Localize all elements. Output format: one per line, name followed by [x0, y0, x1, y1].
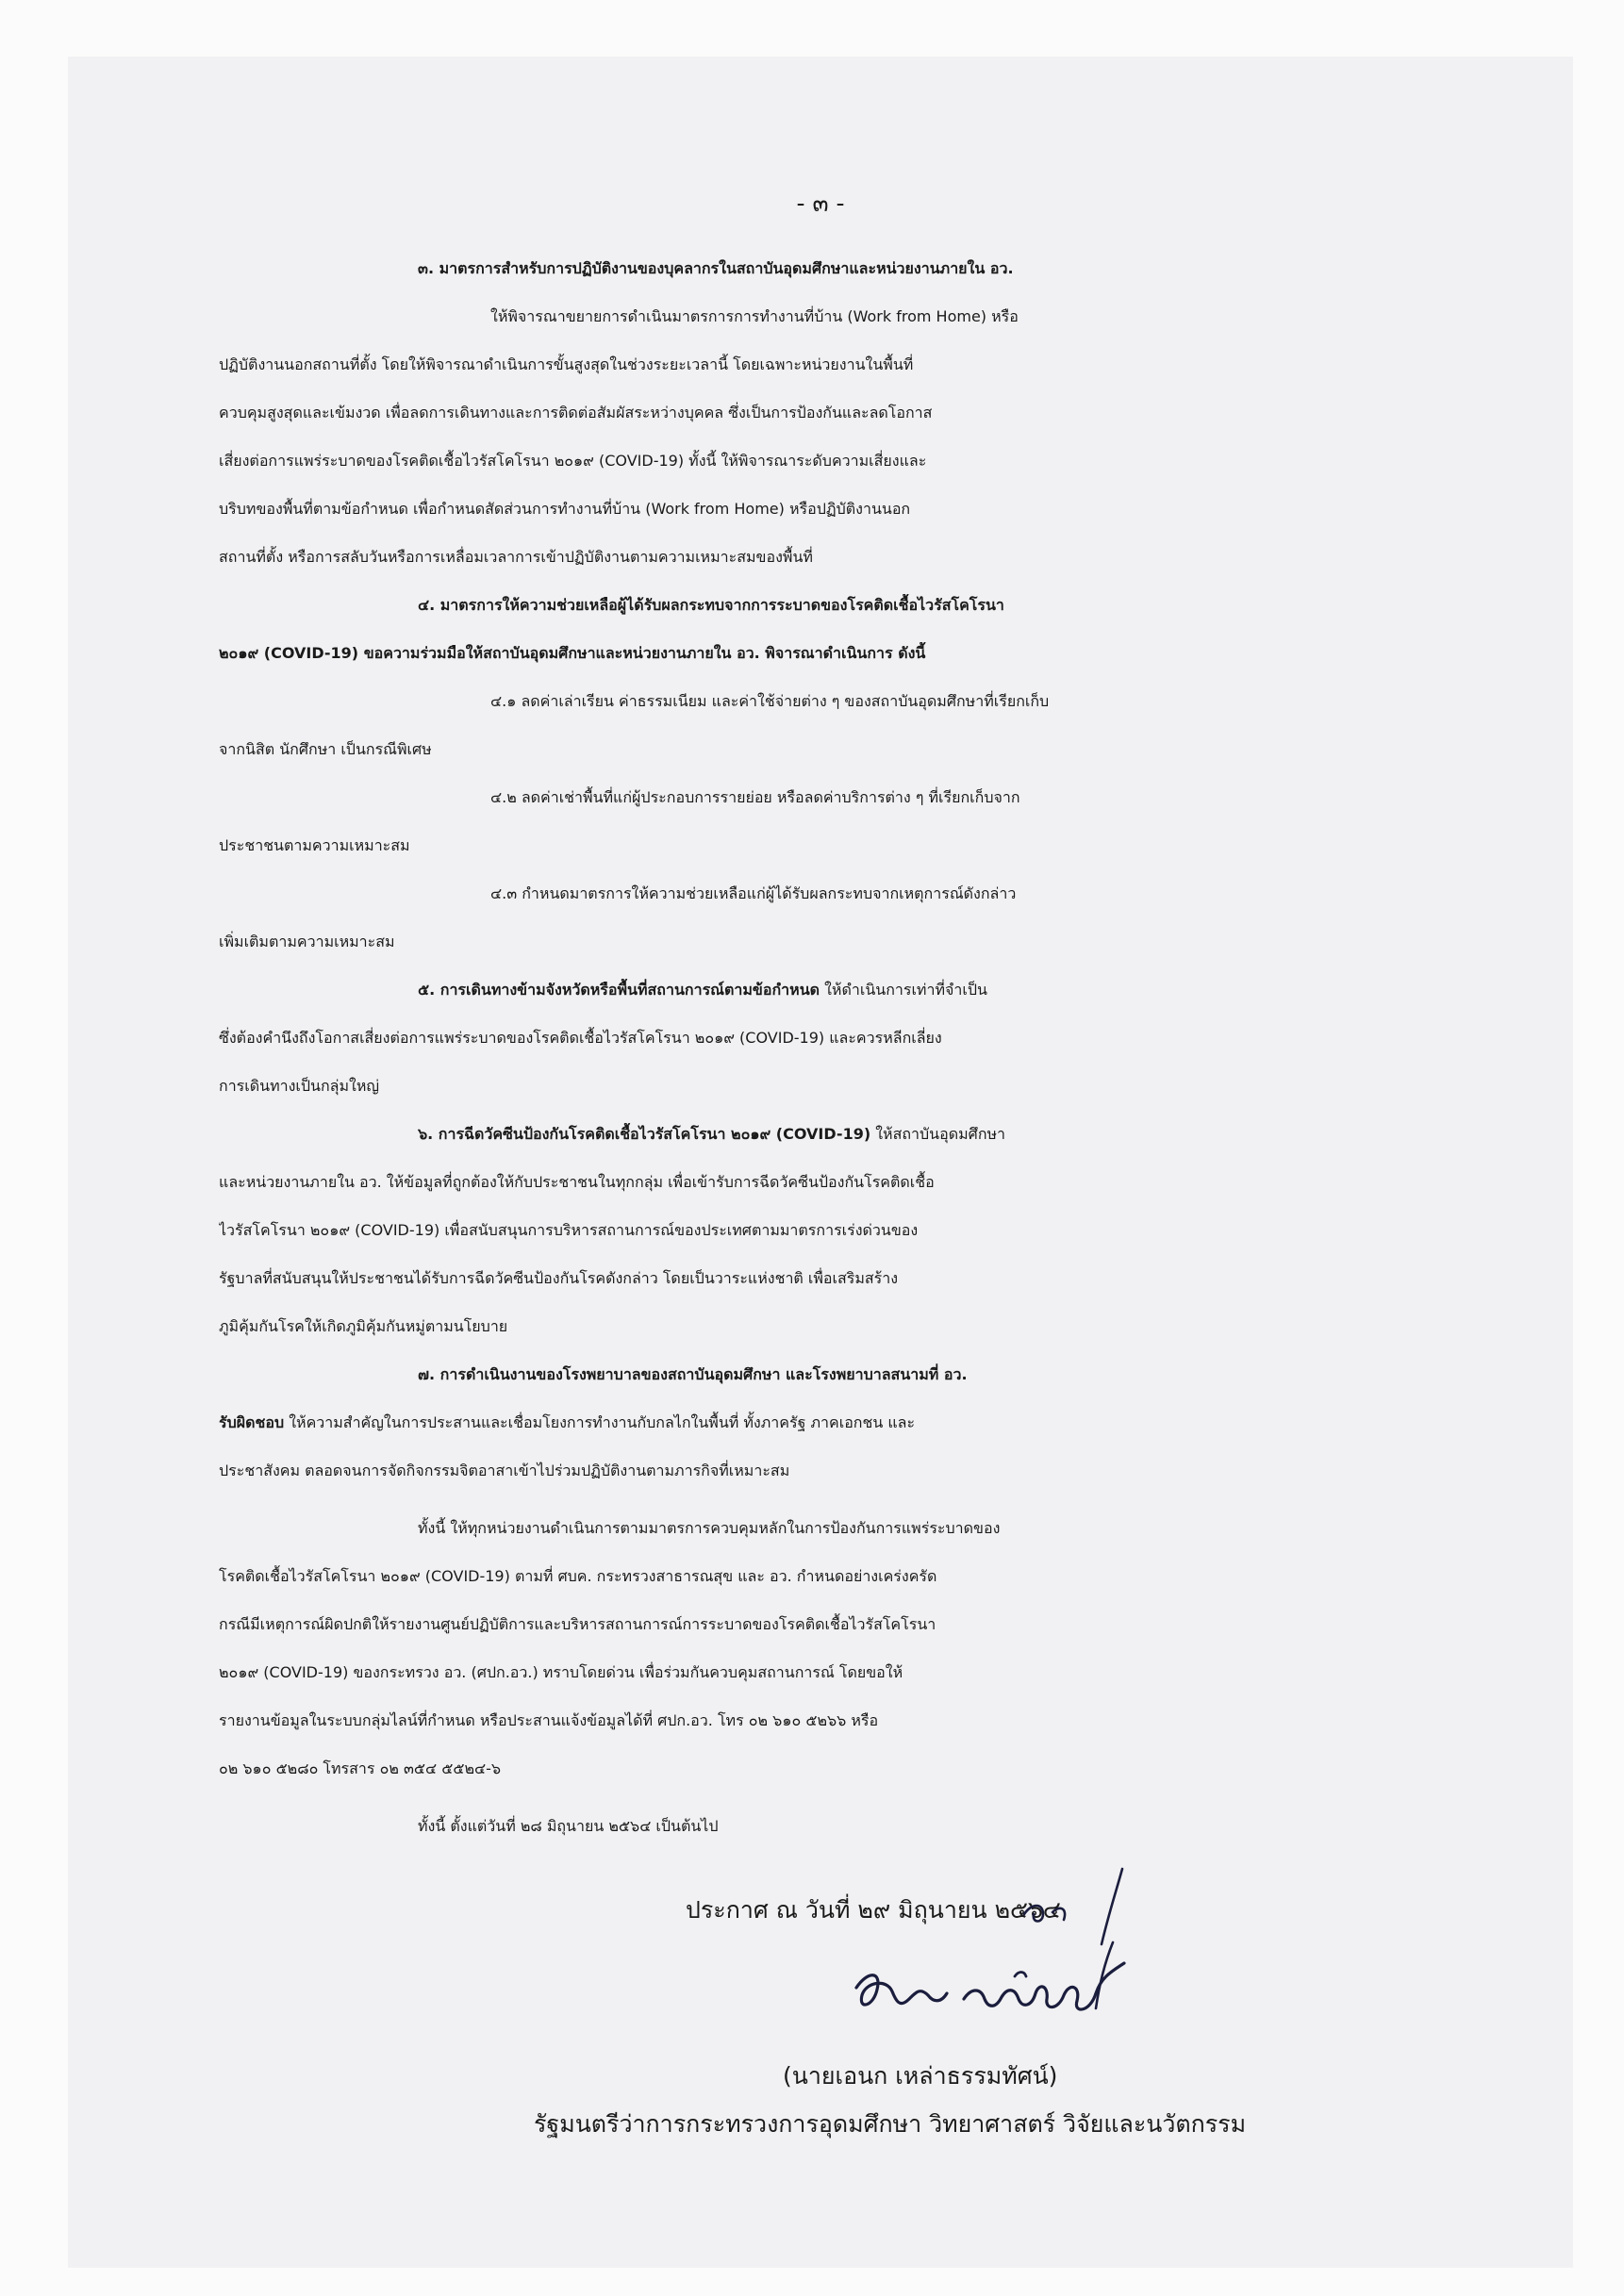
document-sheet [68, 57, 1573, 2268]
closing-line: โรคติดเชื้อไวรัสโคโรนา ๒๐๑๙ (COVID-19) ตามที่ ศบค. กระทรวงสาธารณสุข และ อว. กำหนดอย่างเคร่งครัด [219, 1567, 937, 1585]
section-6-first-line [418, 1123, 1389, 1147]
section-4-1-cont: จากนิสิต นักศึกษา เป็นกรณีพิเศษ [219, 740, 432, 758]
section-5-heading: ๕. การเดินทางข้ามจังหวัดหรือพื้นที่สถานการณ์ตามข้อกำหนด [418, 981, 820, 999]
section-5-first-line [418, 979, 1389, 1002]
signer-name: (นายเอนก เหล่าธรรมทัศน์) [783, 2062, 1058, 2090]
section-4-2-cont: ประชาชนตามความเหมาะสม [219, 836, 410, 854]
closing-line: ๒๐๑๙ (COVID-19) ของกระทรวง อว. (ศปก.อว.) ทราบโดยด่วน เพื่อร่วมกันควบคุมสถานการณ์ โดยขอให้ [219, 1663, 903, 1681]
section-7-second-rest: ให้ความสำคัญในการประสานและเชื่อมโยงการทำงานกับกลไกในพื้นที่ ทั้งภาครัฐ ภาคเอกชน และ [284, 1413, 916, 1431]
section-3-heading: ๓. มาตรการสำหรับการปฏิบัติงานของบุคลากรในสถาบันอุดมศึกษาและหน่วยงานภายใน อว. [418, 259, 1014, 277]
section-4-2: ๔.๒ ลดค่าเช่าพื้นที่แก่ผู้ประกอบการรายย่อย หรือลดค่าบริการต่าง ๆ ที่เรียกเก็บจาก [490, 788, 1020, 806]
closing-line: ทั้งนี้ ให้ทุกหน่วยงานดำเนินการตามมาตรการควบคุมหลักในการป้องกันการแพร่ระบาดของ [418, 1519, 1001, 1537]
closing-line: กรณีมีเหตุการณ์ผิดปกติให้รายงานศูนย์ปฏิบัติการและบริหารสถานการณ์การระบาดของโรคติดเชื้อไวรัสโคโรนา [219, 1615, 936, 1633]
section-6-first-rest: ให้สถาบันอุดมศึกษา [870, 1125, 1006, 1143]
section-3-line: ให้พิจารณาขยายการดำเนินมาตรการการทำงานที่บ้าน (Work from Home) หรือ [490, 307, 1019, 325]
section-6-heading: ๖. การฉีดวัคซีนป้องกันโรคติดเชื้อไวรัสโคโรนา ๒๐๑๙ (COVID-19) [418, 1125, 871, 1143]
section-3-line: ควบคุมสูงสุดและเข้มงวด เพื่อลดการเดินทางและการติดต่อสัมผัสระหว่างบุคคล ซึ่งเป็นการป้องกันและลดโอกาส [219, 404, 933, 421]
section-6-line: และหน่วยงานภายใน อว. ให้ข้อมูลที่ถูกต้องให้กับประชาชนในทุกกลุ่ม เพื่อเข้ารับการฉีดวัคซีนป้องกันโรคติดเชื้อ [219, 1173, 935, 1191]
section-7-heading: ๗. การดำเนินงานของโรงพยาบาลของสถาบันอุดมศึกษา และโรงพยาบาลสนามที่ อว. [418, 1365, 968, 1383]
effective-date: ทั้งนี้ ตั้งแต่วันที่ ๒๘ มิถุนายน ๒๕๖๔ เป็นต้นไป [418, 1817, 719, 1835]
closing-line: ๐๒ ๖๑๐ ๕๒๘๐ โทรสาร ๐๒ ๓๕๔ ๕๕๒๔-๖ [219, 1759, 502, 1777]
section-4-1: ๔.๑ ลดค่าเล่าเรียน ค่าธรรมเนียม และค่าใช้จ่ายต่าง ๆ ของสถาบันอุดมศึกษาที่เรียกเก็บ [490, 692, 1050, 710]
section-5-line: ซึ่งต้องคำนึงถึงโอกาสเสี่ยงต่อการแพร่ระบาดของโรคติดเชื้อไวรัสโคโรนา ๒๐๑๙ (COVID-19) และควรหลีกเลี่ยง [219, 1029, 942, 1047]
section-3-line: บริบทของพื้นที่ตามข้อกำหนด เพื่อกำหนดสัดส่วนการทำงานที่บ้าน (Work from Home) หรือปฏิบัติงานนอก [219, 500, 911, 518]
page-number: - ๓ - [796, 190, 845, 217]
section-6-line: รัฐบาลที่สนับสนุนให้ประชาชนได้รับการฉีดวัคซีนป้องกันโรคดังกล่าว โดยเป็นวาระแห่งชาติ เพื่อเสริมสร้าง [219, 1269, 899, 1287]
signer-title: รัฐมนตรีว่าการกระทรวงการอุดมศึกษา วิทยาศาสตร์ วิจัยและนวัตกรรม [534, 2110, 1247, 2138]
section-4-heading: ๒๐๑๙ (COVID-19) ขอความร่วมมือให้สถาบันอุดมศึกษาและหน่วยงานภายใน อว. พิจารณาดำเนินการ ดังนี้ [219, 644, 926, 662]
section-6-line: ภูมิคุ้มกันโรคให้เกิดภูมิคุ้มกันหมู่ตามนโยบาย [219, 1317, 508, 1335]
date-handwriting [1019, 1865, 1141, 1950]
section-7-heading-end: รับผิดชอบ [219, 1413, 285, 1431]
section-7-second-line [219, 1412, 1389, 1435]
section-4-heading: ๔. มาตรการให้ความช่วยเหลือผู้ได้รับผลกระทบจากการระบาดของโรคติดเชื้อไวรัสโคโรนา [418, 596, 1004, 614]
announce-date: ประกาศ ณ วันที่ ๒๙ มิถุนายน ๒๕๖๔ [686, 1896, 1061, 1924]
section-4-3: ๔.๓ กำหนดมาตรการให้ความช่วยเหลือแก่ผู้ได้รับผลกระทบจากเหตุการณ์ดังกล่าว [490, 884, 1017, 902]
closing-line: รายงานข้อมูลในระบบกลุ่มไลน์ที่กำหนด หรือประสานแจ้งข้อมูลได้ที่ ศปก.อว. โทร ๐๒ ๖๑๐ ๕๒๖๖ หรือ [219, 1711, 879, 1729]
section-5-line: การเดินทางเป็นกลุ่มใหญ่ [219, 1077, 379, 1095]
section-3-line: ปฏิบัติงานนอกสถานที่ตั้ง โดยให้พิจารณาดำเนินการขั้นสูงสุดในช่วงระยะเวลานี้ โดยเฉพาะหน่วยงานในพื้นที่ [219, 355, 914, 373]
section-7-line: ประชาสังคม ตลอดจนการจัดกิจกรรมจิตอาสาเข้าไปร่วมปฏิบัติงานตามภารกิจที่เหมาะสม [219, 1462, 790, 1479]
section-3-line: เสี่ยงต่อการแพร่ระบาดของโรคติดเชื้อไวรัสโคโรนา ๒๐๑๙ (COVID-19) ทั้งนี้ ให้พิจารณาระดับความเสี่ยงและ [219, 452, 927, 470]
section-6-line: ไวรัสโคโรนา ๒๐๑๙ (COVID-19) เพื่อสนับสนุนการบริหารสถานการณ์ของประเทศตามมาตรการเร่งด่วนของ [219, 1221, 919, 1239]
section-5-first-rest: ให้ดำเนินการเท่าที่จำเป็น [820, 981, 987, 999]
section-3-line: สถานที่ตั้ง หรือการสลับวันหรือการเหลื่อมเวลาการเข้าปฏิบัติงานตามความเหมาะสมของพื้นที่ [219, 548, 813, 566]
section-4-3-cont: เพิ่มเติมตามความเหมาะสม [219, 933, 395, 950]
